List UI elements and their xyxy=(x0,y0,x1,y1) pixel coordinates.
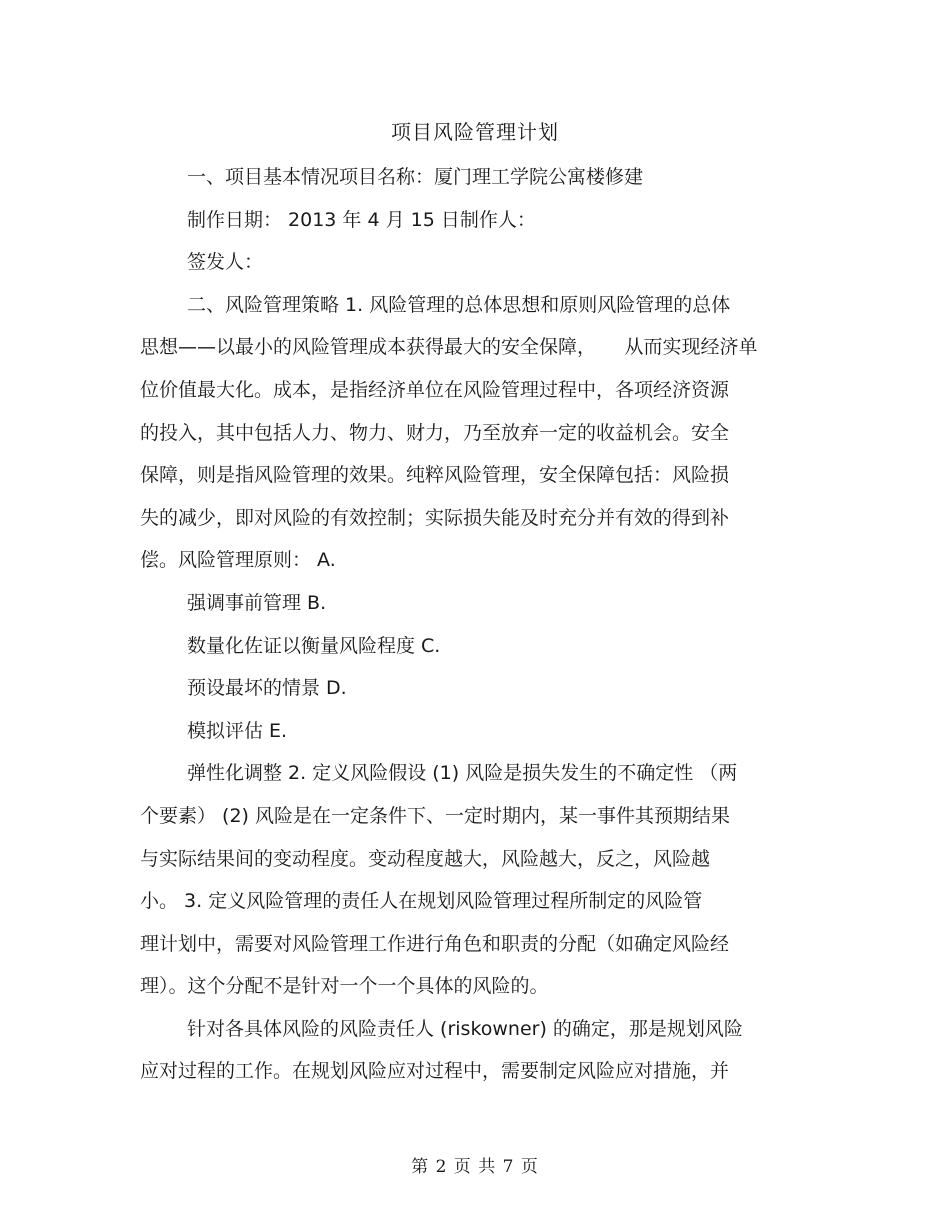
paragraph-line: 理计划中，需要对风险管理工作进行角色和职责的分配（如确定风险经 xyxy=(140,932,730,955)
paragraph-line: 弹性化调整 2. 定义风险假设 (1) 风险是损失发生的不确定性 （两 xyxy=(187,762,738,785)
paragraph-line: 小。 3. 定义风险管理的责任人在规划风险管理过程所制定的风险管 xyxy=(140,890,703,913)
paragraph-line: 强调事前管理 B. xyxy=(187,591,327,614)
paragraph-line: 失的减少，即对风险的有效控制；实际损失能及时充分并有效的得到补 xyxy=(140,506,730,529)
paragraph-line: 理）。这个分配不是针对一个一个具体的风险的。 xyxy=(140,975,549,998)
paragraph-line: 偿。风险管理原则： A. xyxy=(140,549,336,572)
paragraph-line: 二、风险管理策略 1. 风险管理的总体思想和原则风险管理的总体 xyxy=(187,293,731,316)
document-body xyxy=(140,156,810,1093)
paragraph-line: 的投入，其中包括人力、物力、财力，乃至放弃一定的收益机会。安全 xyxy=(140,421,730,444)
paragraph-line: 数量化佐证以衡量风险程度 C. xyxy=(187,634,441,657)
paragraph-line: 模拟评估 E. xyxy=(187,719,288,742)
paragraph-line: 一、项目基本情况项目名称：厦门理工学院公寓楼修建 xyxy=(187,166,644,188)
paragraph-line: 应对过程的工作。在规划风险应对过程中，需要制定风险应对措施，并 xyxy=(140,1060,730,1083)
page-footer: 第 2 页 共 7 页 xyxy=(411,1157,539,1177)
paragraph-line: 与实际结果间的变动程度。变动程度越大，风险越大，反之，风险越 xyxy=(140,847,711,870)
paragraph-line: 针对各具体风险的风险责任人 (riskowner) 的确定，那是规划风险 xyxy=(187,1017,743,1040)
paragraph-line: 位价值最大化。成本，是指经济单位在风险管理过程中，各项经济资源 xyxy=(140,378,730,401)
paragraph-line: 思想——以最小的风险管理成本获得最大的安全保障， 从而实现经济单 xyxy=(140,336,758,359)
paragraph-line: 保障，则是指风险管理的效果。纯粹风险管理，安全保障包括：风险损 xyxy=(140,464,730,487)
paragraph-line: 制作日期： 2013 年 4 月 15 日制作人： xyxy=(187,208,536,231)
paragraph-line: 预设最坏的情景 D. xyxy=(187,677,347,700)
document-title: 项目风险管理计划 xyxy=(391,120,559,144)
paragraph-line: 个要素） (2) 风险是在一定条件下、一定时期内，某一事件其预期结果 xyxy=(140,804,730,827)
paragraph-line: 签发人： xyxy=(187,251,264,274)
